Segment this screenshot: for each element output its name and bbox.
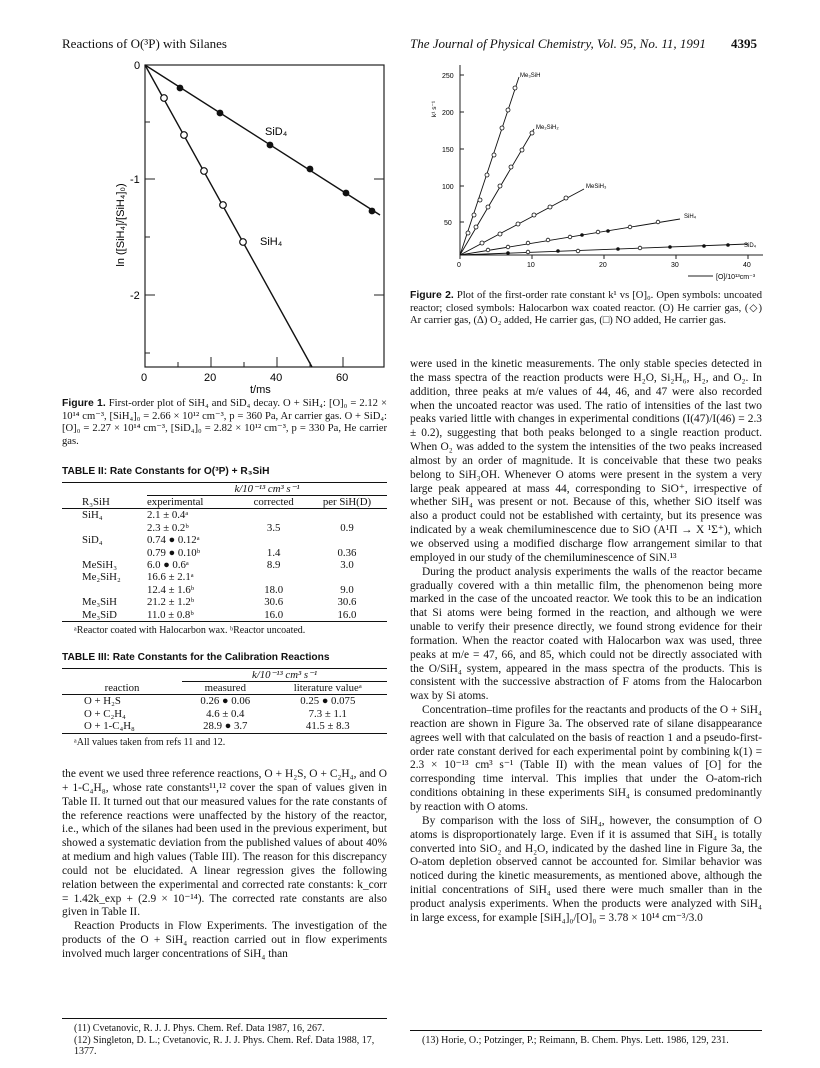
table-row-cell: Me₂SiH₂ xyxy=(82,571,121,584)
table-row-cell: 30.6 xyxy=(337,596,357,609)
figure-2 xyxy=(408,55,768,287)
running-head-left: Reactions of O(³P) with Silanes xyxy=(62,36,227,51)
fig2-ytick: 100 xyxy=(442,184,454,191)
table-row-cell: 0.9 xyxy=(340,521,354,534)
fig2-caption-head: Figure 2. xyxy=(410,290,454,301)
table-row-cell: 16.0 xyxy=(337,608,357,621)
table-row-cell: O + H₂S xyxy=(84,695,121,708)
table-2-footnote: ᵃReactor coated with Halocarbon wax. ᵇReactor uncoated. xyxy=(74,625,306,637)
paragraph: Concentration–time profiles for the reactants and products of the O + SiH₄ reaction are shown in Figure 3a. The observed rate of silane disappearance agrees well with that calculated on the basis of reaction 1 and a pseudo-first-order rate constant derived for each experimental point by combining k(1) = 2.3 × 10⁻¹³ cm³ s⁻¹ (Table II) with the mean values of [O] for the corresponding time interval. This implies that under the O-atom-rich conditions obtaining in these experiments SiH₄ is consumed predominantly by reaction with O atoms. xyxy=(410,704,762,813)
table-row-cell: 6.0 ● 0.6ᵃ xyxy=(147,559,189,572)
paragraph: were used in the kinetic measurements. The only stable species detected in the mass spectra of the reaction products were H₂O, Si₂H₆, H₂, and O₂. In addition, three peaks at m/e values of 44, 46, and 47 were also recorded when the uncoated reactor was used. The ratio of intensities of the last two peaks varied little with changes in experimental conditions (I(47)/I(46) = 2.3 ± 0.2), suggesting that both peaks belonged to a single reaction product. When O₂ was added to the system the intensities of the two peaks increased almost by an order of magnitude. It is conceivable that these two peaks belong to SiH₃OH. Whenever O atoms were present in the system a very large peak appeared at mass 44, corresponding to SiO⁺, irrespective of whether SiH₄ was present or not. Because of this, whether SiO itself was also a product could not be established with certainty, but its presence was indicated by a weak chemiluminescence due to SiO (A¹Π → X ¹Σ⁺), which we observed using a modified discharge flow arrangement similar to that employed in our study of the chemiluminescence of SiN.¹³ xyxy=(410,358,762,564)
page-number: 4395 xyxy=(731,36,757,51)
table-row-cell: 21.2 ± 1.2ᵇ xyxy=(147,596,195,609)
fig2-xtick: 0 xyxy=(457,262,461,269)
fig2-xtick: 20 xyxy=(599,262,607,269)
table-3-col: reaction xyxy=(104,681,140,694)
table-row-cell: Me₃SiH xyxy=(82,596,117,609)
fig2-label-me3sih: Me₃SiH xyxy=(520,73,541,79)
table-row-cell: 4.6 ± 0.4 xyxy=(206,707,245,720)
fig2-ytick: 250 xyxy=(442,73,454,80)
fig2-label-me2sih2: Me₂SiH₂ xyxy=(536,125,559,131)
table-3 xyxy=(62,652,387,748)
fig2-xtick: 30 xyxy=(671,262,679,269)
table-row-cell: 0.74 ● 0.12ᵃ xyxy=(147,534,200,547)
fig2-xtick: 40 xyxy=(743,262,751,269)
right-references xyxy=(410,1030,762,1047)
fig1-xlabel: t/ms xyxy=(250,384,271,395)
right-column-text xyxy=(410,358,762,926)
reference: (11) Cvetanovic, R. J. J. Phys. Chem. Ref. Data 1987, 16, 267. xyxy=(74,1023,325,1034)
paragraph: the event we used three reference reactions, O + H₂S, O + C₂H₄, and O + 1-C₄H₈, whose rate constants¹¹,¹² cover the span of values given in Table II. It turned out that our measured values for the rate constants of the reference reactions were unaffected by the history of the reactor, i.e., which of the silanes had been used in the previous experiment, but showed a systematic deviation from the published values of about 40% at medium and high values (Table III). The reason for this discrepancy could not be elucidated. A linear regression gives the following relation between the experimental and corrected rate constants: k_corr = 1.42k_exp + (2.9 × 10⁻¹⁴). The corrected rate constants are also given in Table II. xyxy=(62,768,387,919)
paragraph: During the product analysis experiments the walls of the reactor became gradually covered with a thin metallic film, the phenomenon being more marked in the case of the uncoated reactor. We took this to be an indication that Si atoms were being formed in the reaction, and although we were unable to verify their presence directly, we found strong evidence for their formation. When the reactor coated with Halocarbon wax was used, three peaks at m/e = 47, 66, and 85, which could not be directly associated with the O/SiH₄ system, appeared in the mass spectra of the products. This is consistent with the successive abstraction of F atoms from the Halocarbon wax by Si atoms. xyxy=(410,565,762,703)
paragraph: By comparison with the loss of SiH₄, however, the consumption of O atoms is disproportionately large. Even if it is assumed that SiH₄ is totally converted into SiO₂ and H₂O, indicated by the dashed line in Figure 3a, the O-atom depletion observed cannot be accounted for. Similar behavior was noticed during the kinetic measurements, as mentioned above, although the initial concentrations of SiH₄ used there were much smaller than in the product analysis experiments. When the products were analyzed with SiH₄ in large excess, for example [SiH₄]₀/[O]₀ = 3.78 × 10¹⁴ cm⁻³/3.0 xyxy=(410,814,762,924)
table-2-grid xyxy=(62,483,387,622)
fig1-ytick-2: -2 xyxy=(130,290,140,302)
table-row-cell: Me₃SiD xyxy=(82,608,117,621)
fig1-ylabel: ln ([SiH₄]/[SiH₄]₀) xyxy=(115,183,127,267)
table-row-cell: SiH₄ xyxy=(82,509,103,522)
table-row-cell: 3.0 xyxy=(340,559,354,572)
table-2-col: R₃SiH xyxy=(82,495,110,508)
table-3-col: literature valueᵃ xyxy=(293,682,362,694)
table-row-cell: 16.0 xyxy=(264,608,284,621)
fig1-xtick-0: 0 xyxy=(141,372,148,384)
table-row-cell: 0.79 ● 0.10ᵇ xyxy=(147,546,201,559)
fig2-caption-text: Plot of the first-order rate constant k¹ vs [O]₀. Open symbols: uncoated reactor; closed symbols: Halocarbon wax coated reactor. (O) He carrier gas, (◇) Ar carrier gas, (Δ) O₂ added, He carrier gas, (□) NO added, He carrier gas. xyxy=(410,290,762,327)
table-row-cell: 2.3 ± 0.2ᵇ xyxy=(147,521,189,534)
table-2-title: TABLE II: Rate Constants for O(³P) + R₃SiH xyxy=(62,466,270,477)
fig2-ytick: 200 xyxy=(442,110,454,117)
table-3-unit: k/10⁻¹³ cm³ s⁻¹ xyxy=(182,669,387,682)
table-row-cell: MeSiH₃ xyxy=(82,559,117,572)
left-references xyxy=(62,1018,387,1058)
table-row-cell: SiD₄ xyxy=(82,534,103,547)
running-head-right: The Journal of Physical Chemistry, Vol. 95, No. 11, 1991 xyxy=(410,36,706,51)
fig2-ytick: 50 xyxy=(444,220,452,227)
table-2-col: corrected xyxy=(253,496,294,508)
table-row-cell: 0.36 xyxy=(337,546,357,559)
reference: (13) Horie, O.; Potzinger, P.; Reimann, B. Chem. Phys. Lett. 1986, 129, 231. xyxy=(422,1035,729,1046)
left-column-text xyxy=(62,768,387,962)
fig1-label-sih4: SiH₄ xyxy=(260,236,283,248)
table-3-title: TABLE III: Rate Constants for the Calibration Reactions xyxy=(62,652,330,663)
table-row-cell: 7.3 ± 1.1 xyxy=(308,707,347,720)
table-2-col: experimental xyxy=(147,496,204,508)
fig2-ytick: 150 xyxy=(442,147,454,154)
table-row-cell: 0.25 ● 0.075 xyxy=(300,695,356,708)
table-row-cell: 16.6 ± 2.1ᵃ xyxy=(147,571,194,584)
fig1-ytick-1: -1 xyxy=(130,174,140,186)
table-2-unit: k/10⁻¹³ cm³ s⁻¹ xyxy=(147,483,387,496)
fig2-label-sih4: SiH₄ xyxy=(684,214,697,220)
fig1-caption-text: First-order plot of SiH₄ and SiD₄ decay. O + SiH₄: [O]₀ = 2.12 × 10¹⁴ cm⁻³, [SiH₄]₀ = 2.66 × 10¹² cm⁻³, p = 360 Pa, Ar carrier gas. O + SiD₄: [O]₀ = 2.27 × 10¹⁴ cm⁻³, [SiD₄]₀ = 2.82 × 10¹² cm⁻³, p = 330 Pa, He carrier gas. xyxy=(62,398,387,447)
table-row-cell: 12.4 ± 1.6ᵇ xyxy=(147,583,195,596)
table-row-cell: O + 1-C₄H₈ xyxy=(84,720,135,733)
table-2-col: per SiH(D) xyxy=(322,496,372,508)
table-row-cell: 18.0 xyxy=(264,583,284,596)
fig2-xtick: 10 xyxy=(527,262,535,269)
table-row-cell: 3.5 xyxy=(266,521,281,534)
table-3-col: measured xyxy=(204,682,246,694)
fig1-caption-head: Figure 1. xyxy=(62,398,106,409)
paragraph: Reaction Products in Flow Experiments. The investigation of the products of the O + SiH₄ reaction carried out in flow experiments involved much larger concentrations of SiH₄ than xyxy=(62,920,387,960)
fig1-ytick-0: 0 xyxy=(134,60,141,72)
reference: (12) Singleton, D. L.; Cvetanovic, R. J. J. Phys. Chem. Ref. Data 1988, 17, 1377. xyxy=(74,1034,375,1058)
table-row-cell: 41.5 ± 8.3 xyxy=(305,720,350,733)
table-row-cell: 2.1 ± 0.4ᵃ xyxy=(147,509,189,522)
table-row-cell: 11.0 ± 0.8ᵇ xyxy=(147,608,194,621)
fig2-label-sid4: SiD₄ xyxy=(744,243,757,249)
table-3-footnote: ᵃAll values taken from refs 11 and 12. xyxy=(74,736,226,748)
fig2-ylabel: k¹ s⁻¹ xyxy=(431,100,438,117)
table-row-cell: 8.9 xyxy=(266,559,281,572)
table-row-cell: 0.26 ● 0.06 xyxy=(200,695,251,708)
figure-1 xyxy=(60,55,390,395)
table-row-cell: 9.0 xyxy=(340,583,354,596)
table-2 xyxy=(62,466,387,637)
fig2-label-mesih3: MeSiH₃ xyxy=(586,184,607,190)
fig1-xtick-40: 40 xyxy=(270,372,283,384)
table-row-cell: 30.6 xyxy=(264,596,284,609)
table-row-cell: 1.4 xyxy=(266,546,281,559)
figure-1-caption xyxy=(62,398,387,448)
table-row-cell: O + C₂H₄ xyxy=(84,707,126,720)
fig1-xtick-20: 20 xyxy=(204,372,217,384)
fig1-label-sid4: SiD₄ xyxy=(265,126,288,138)
table-row-cell: 28.9 ● 3.7 xyxy=(203,720,248,733)
fig1-xtick-60: 60 xyxy=(336,372,349,384)
table-3-grid xyxy=(62,669,387,734)
figure-2-caption xyxy=(410,290,762,328)
fig2-xlabel: [O]/10¹³cm⁻³ xyxy=(716,274,756,281)
